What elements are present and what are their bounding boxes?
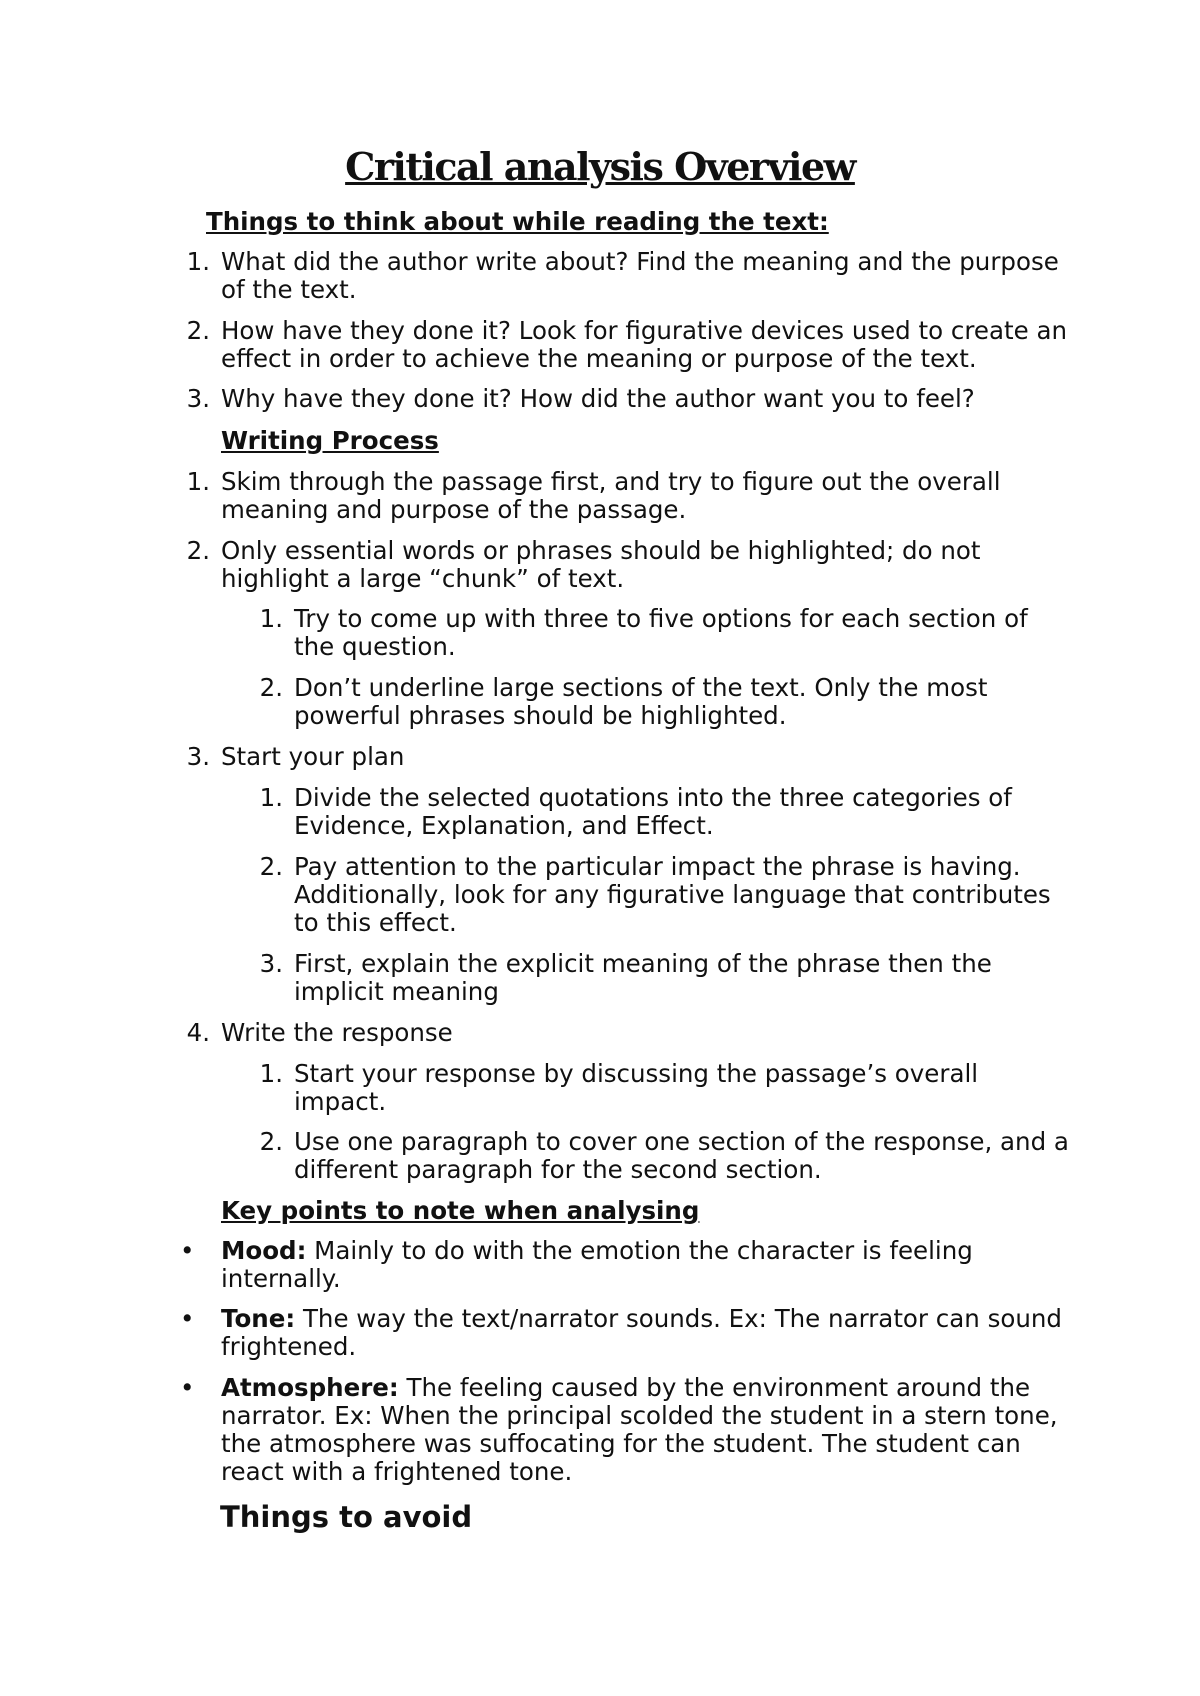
list-number: 1. xyxy=(186,467,210,496)
list-number: 1. xyxy=(259,604,283,633)
list-number: 3. xyxy=(186,384,210,413)
list-number: 2. xyxy=(186,316,210,345)
think-heading: Things to think about while reading the text: xyxy=(206,207,829,236)
bullet-icon: • xyxy=(180,1373,195,1402)
list-number: 2. xyxy=(259,1127,283,1156)
list-item-text: Skim through the passage first, and try to figure out the overall meaning and purpose of the passage. xyxy=(221,467,1001,524)
list-item-text: Use one paragraph to cover one section of the response, and a different paragraph for the second section. xyxy=(294,1127,1069,1184)
key-point-text xyxy=(221,1305,1070,1361)
list-item-text: First, explain the explicit meaning of the phrase then the implicit meaning xyxy=(294,949,992,1006)
list-item-text: Pay attention to the particular impact the phrase is having. Additionally, look for any figurative language that contributes to this effect. xyxy=(294,852,1051,937)
list-number: 3. xyxy=(259,949,283,978)
list-item-text: Try to come up with three to five options for each section of the question. xyxy=(294,604,1028,661)
list-item-text: Write the response xyxy=(221,1018,453,1047)
bullet-icon: • xyxy=(180,1304,195,1333)
list-item-text: What did the author write about? Find the meaning and the purpose of the text. xyxy=(221,247,1059,304)
bullet-icon: • xyxy=(180,1236,195,1265)
key-term: Atmosphere: xyxy=(221,1373,399,1402)
key-description: The way the text/narrator sounds. Ex: The narrator can sound frightened. xyxy=(221,1304,1062,1361)
list-item-text: Don’t underline large sections of the text. Only the most powerful phrases should be highlighted. xyxy=(294,673,988,730)
list-item-text: How have they done it? Look for figurative devices used to create an effect in order to achieve the meaning or purpose of the text. xyxy=(221,316,1068,373)
list-number: 3. xyxy=(186,742,210,771)
writing-heading: Writing Process xyxy=(221,426,439,455)
list-item-text: Start your plan xyxy=(221,742,405,771)
key-description: The feeling caused by the environment around the narrator. Ex: When the principal scolded the student in a stern tone, the atmosphere was suffocating for the student. The student can react with a frightened tone. xyxy=(221,1373,1058,1486)
key-point-text xyxy=(221,1374,1070,1486)
things-to-avoid-heading: Things to avoid xyxy=(220,1500,473,1534)
list-item-text: Start your response by discussing the passage’s overall impact. xyxy=(294,1059,979,1116)
list-number: 1. xyxy=(186,247,210,276)
list-number: 2. xyxy=(259,673,283,702)
key-description: Mainly to do with the emotion the character is feeling internally. xyxy=(221,1236,973,1293)
document-title: Critical analysis Overview xyxy=(345,144,855,189)
list-item-text: Divide the selected quotations into the three categories of Evidence, Explanation, and Effect. xyxy=(294,783,1012,840)
key-points-heading: Key points to note when analysing xyxy=(221,1196,700,1225)
list-number: 2. xyxy=(186,536,210,565)
list-number: 1. xyxy=(259,1059,283,1088)
list-number: 4. xyxy=(186,1018,210,1047)
key-term: Mood: xyxy=(221,1236,307,1265)
list-number: 2. xyxy=(259,852,283,881)
list-item-text: Why have they done it? How did the author want you to feel? xyxy=(221,384,975,413)
key-term: Tone: xyxy=(221,1304,296,1333)
list-item-text: Only essential words or phrases should be highlighted; do not highlight a large “chunk” of text. xyxy=(221,536,981,593)
list-number: 1. xyxy=(259,783,283,812)
key-point-text xyxy=(221,1237,1070,1293)
